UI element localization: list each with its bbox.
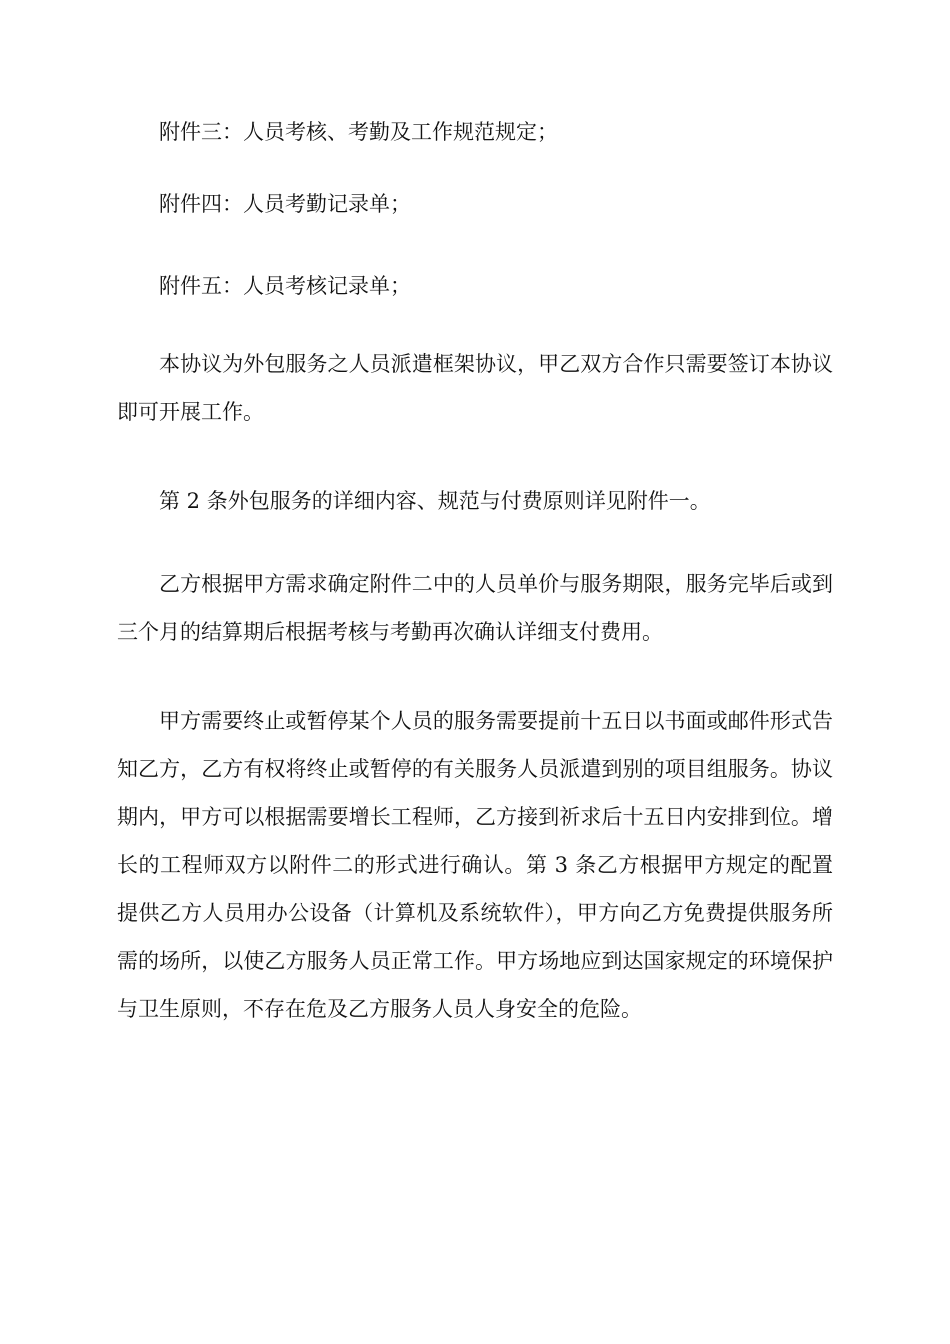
paragraph-termination-and-article-three: 甲方需要终止或暂停某个人员的服务需要提前十五日以书面或邮件形式告知乙方，乙方有权将终止或暂停的有关服务人员派遣到别的项目组服务。协议期内，甲方可以根据需要增长工程师，乙方接到祈求后十五日内安排到位。增长的工程师双方以附件二的形式进行确认。第 3 条乙方根据甲方规定的配置提供乙方人员用办公设备（计算机及系统软件），甲方向乙方免费提供服务所需的场所，以使乙方服务人员正常工作。甲方场地应到达国家规定的环境保护与卫生原则，不存在危及乙方服务人员人身安全的危险。 — [117, 709, 833, 1021]
paragraph-framework-agreement: 本协议为外包服务之人员派遣框架协议，甲乙双方合作只需要签订本协议即可开展工作。 — [117, 352, 833, 424]
paragraph-article-two: 第 2 条外包服务的详细内容、规范与付费原则详见附件一。 — [159, 489, 711, 513]
paragraph-pricing-settlement: 乙方根据甲方需求确定附件二中的人员单价与服务期限，服务完毕后或到三个月的结算期后根据考核与考勤再次确认详细支付费用。 — [117, 572, 833, 644]
paragraph-annex-five: 附件五：人员考核记录单； — [159, 274, 411, 298]
paragraph-annex-four: 附件四：人员考勤记录单； — [159, 192, 411, 216]
paragraph-annex-three: 附件三：人员考核、考勤及工作规范规定； — [159, 120, 558, 144]
